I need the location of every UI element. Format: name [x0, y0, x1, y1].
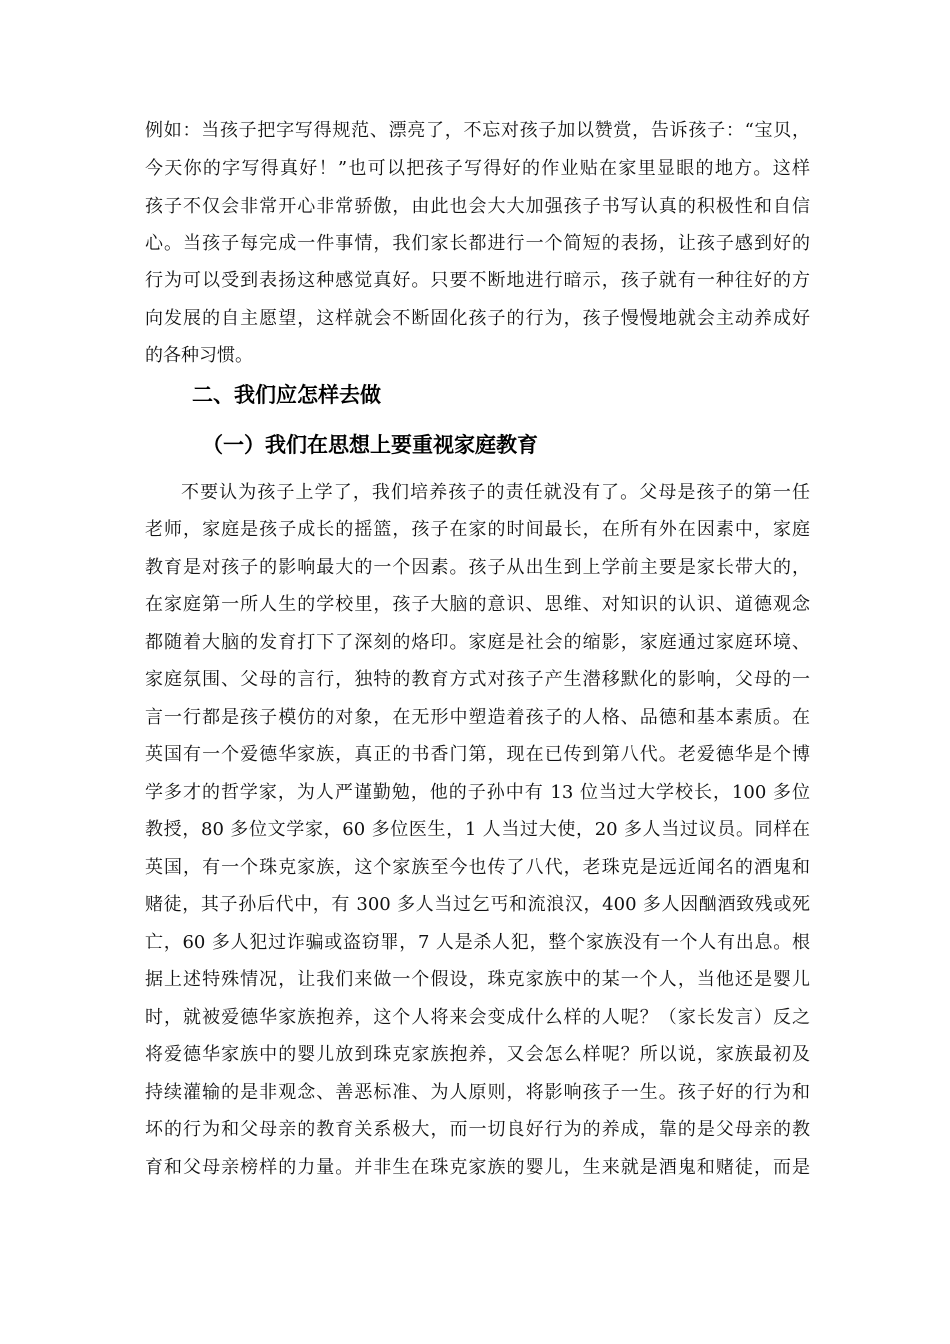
text-line: 今天你的字写得真好！”也可以把孩子写得好的作业贴在家里显眼的地方。这样 — [145, 158, 810, 179]
text-line: 亡，60 多人犯过诈骗或盗窃罪，7 人是杀人犯，整个家族没有一个人有出息。根 — [145, 932, 810, 953]
text-line: 教授，80 多位文学家，60 多位医生，1 人当过大使，20 多人当过议员。同样在 — [145, 819, 810, 840]
text-line: 向发展的自主愿望，这样就会不断固化孩子的行为，孩子慢慢地就会主动养成好 — [145, 308, 810, 329]
text-line: 坏的行为和父母亲的教育关系极大，而一切良好行为的养成，靠的是父母亲的教 — [145, 1119, 810, 1140]
text-line: 教育是对孩子的影响最大的一个因素。孩子从出生到上学前主要是家长带大的， — [145, 557, 810, 578]
text-line: 老师，家庭是孩子成长的摇篮，孩子在家的时间最长，在所有外在因素中，家庭 — [145, 519, 810, 540]
subsection-heading: （一）我们在思想上要重视家庭教育 — [202, 433, 538, 457]
text-line: 时，就被爱德华家族抱养，这个人将来会变成什么样的人呢？（家长发言）反之 — [145, 1007, 810, 1028]
text-line: 都随着大脑的发育打下了深刻的烙印。家庭是社会的缩影，家庭通过家庭环境、 — [145, 632, 810, 653]
text-line: 行为可以受到表扬这种感觉真好。只要不断地进行暗示，孩子就有一种往好的方 — [145, 270, 810, 291]
text-line: 英国有一个爱德华家族，真正的书香门第，现在已传到第八代。老爱德华是个博 — [145, 744, 810, 765]
text-line: 家庭氛围、父母的言行，独特的教育方式对孩子产生潜移默化的影响，父母的一 — [145, 669, 810, 690]
text-line: 赌徒，其子孙后代中，有 300 多人当过乞丐和流浪汉，400 多人因酗酒致残或死 — [145, 894, 810, 915]
text-line: 言一行都是孩子模仿的对象，在无形中塑造着孩子的人格、品德和基本素质。在 — [145, 707, 810, 728]
section-heading: 二、我们应怎样去做 — [192, 383, 381, 407]
text-line: 心。当孩子每完成一件事情，我们家长都进行一个简短的表扬，让孩子感到好的 — [145, 233, 810, 254]
text-line: 例如：当孩子把字写得规范、漂亮了，不忘对孩子加以赞赏，告诉孩子：“宝贝， — [145, 120, 810, 141]
text-line: 在家庭第一所人生的学校里，孩子大脑的意识、思维、对知识的认识、道德观念 — [145, 594, 810, 615]
text-line: 英国，有一个珠克家族，这个家族至今也传了八代，老珠克是远近闻名的酒鬼和 — [145, 857, 810, 878]
text-line: 学多才的哲学家，为人严谨勤勉，他的子孙中有 13 位当过大学校长，100 多位 — [145, 782, 810, 803]
text-line: 持续灌输的是非观念、善恶标准、为人原则，将影响孩子一生。孩子好的行为和 — [145, 1082, 810, 1103]
text-line: 将爱德华家族中的婴儿放到珠克家族抱养，又会怎么样呢？所以说，家族最初及 — [145, 1044, 810, 1065]
text-line: 不要认为孩子上学了，我们培养孩子的责任就没有了。父母是孩子的第一任 — [181, 482, 810, 503]
text-line: 据上述特殊情况，让我们来做一个假设，珠克家族中的某一个人，当他还是婴儿 — [145, 969, 810, 990]
text-line: 育和父母亲榜样的力量。并非生在珠克家族的婴儿，生来就是酒鬼和赌徒，而是 — [145, 1157, 810, 1178]
text-line: 的各种习惯。 — [145, 345, 253, 366]
text-line: 孩子不仅会非常开心非常骄傲，由此也会大大加强孩子书写认真的积极性和自信 — [145, 196, 810, 217]
